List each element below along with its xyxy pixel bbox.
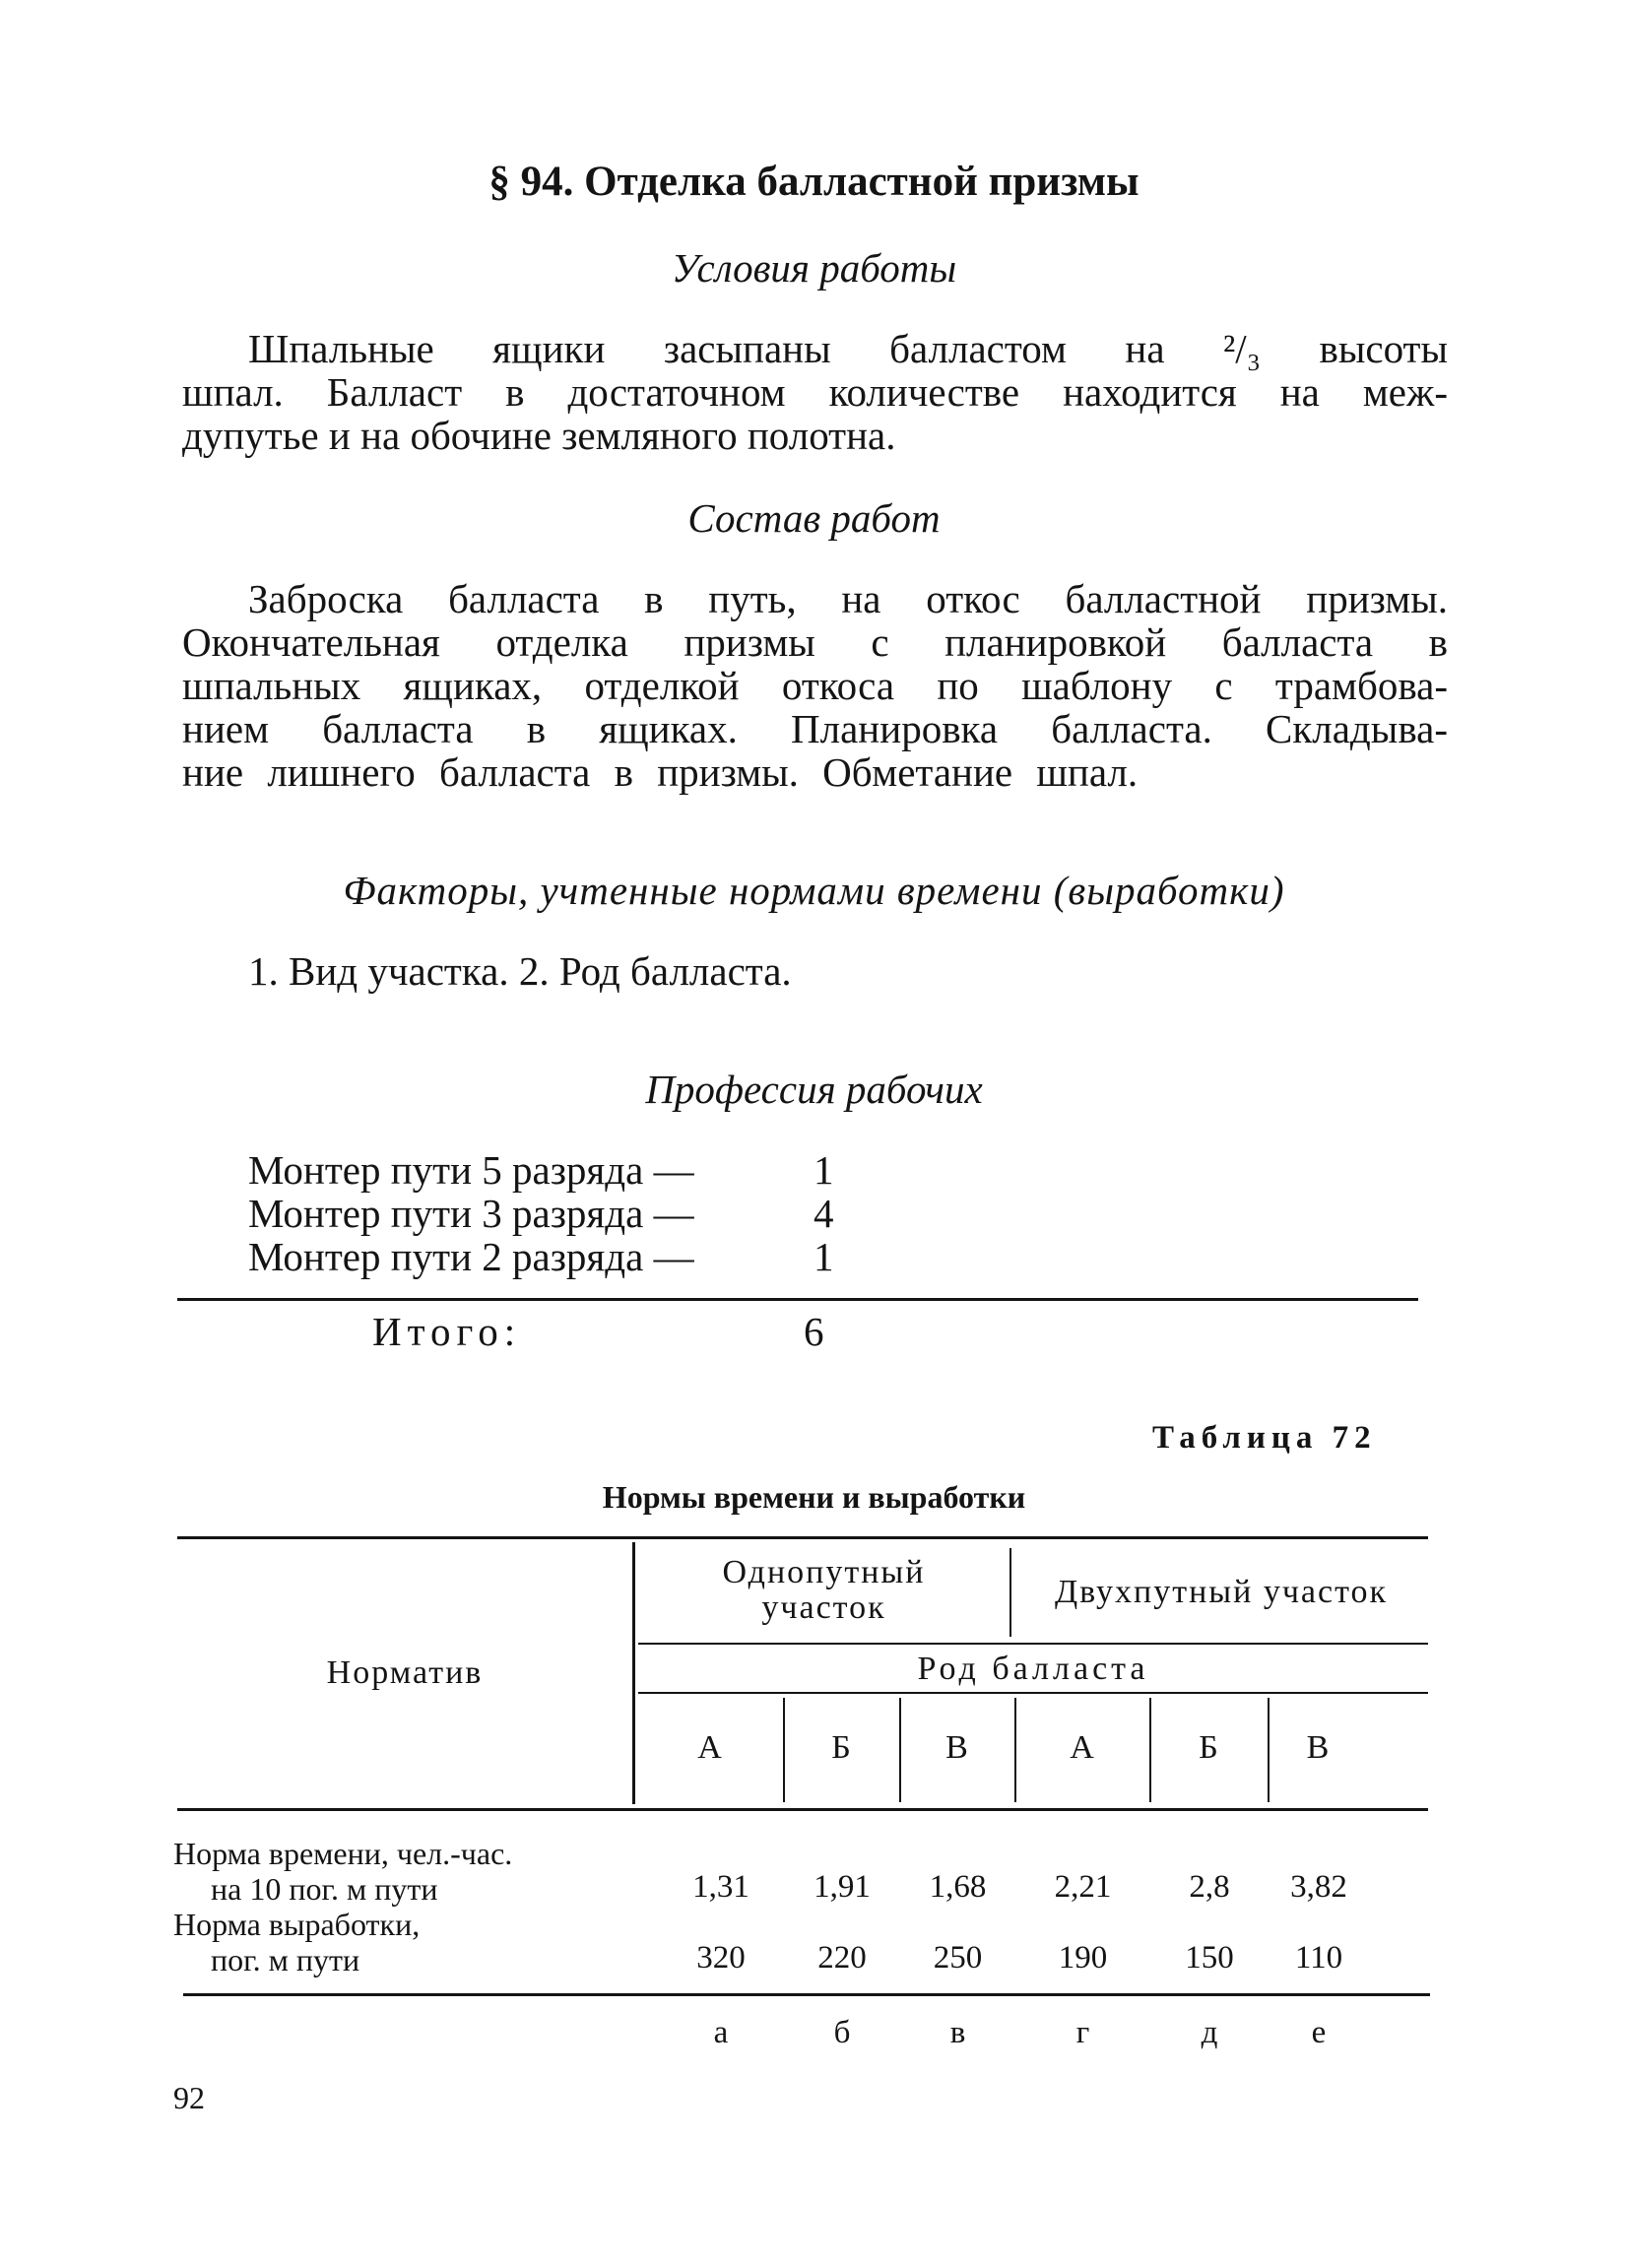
worker-row-label: Монтер пути 2 разряда — xyxy=(248,1234,694,1279)
column-letter: г xyxy=(1075,2015,1090,2050)
table-cell: 110 xyxy=(1294,1940,1343,1976)
work-line-1: Заброска балласта в путь, на откос балластной призмы. xyxy=(248,576,1448,621)
table-header-rule xyxy=(177,1808,1428,1811)
table-cell: 3,82 xyxy=(1290,1869,1347,1905)
work-title: Состав работ xyxy=(687,495,941,541)
table-cell: 190 xyxy=(1058,1940,1108,1976)
work-line-5: ние лишнего балласта в призмы. Обметание шпал. xyxy=(182,749,1139,795)
column-letter: а xyxy=(713,2015,729,2050)
worker-row-count: 4 xyxy=(814,1191,834,1236)
table-title: Нормы времени и выработки xyxy=(602,1479,1026,1515)
conditions-line-3: дупутье и на обочине земляного полотна. xyxy=(182,413,896,458)
workers-title: Профессия рабочих xyxy=(645,1067,983,1112)
table-top-rule xyxy=(177,1536,1428,1539)
column-letter: е xyxy=(1311,2015,1327,2050)
table-cell: 1,31 xyxy=(692,1869,749,1905)
worker-row-label: Монтер пути 3 разряда — xyxy=(248,1191,694,1236)
conditions-line-2: шпал. Балласт в достаточном количестве находится на меж- xyxy=(182,369,1448,415)
table-cell: 1,68 xyxy=(929,1869,987,1905)
factors-text: 1. Вид участка. 2. Род балласта. xyxy=(248,948,792,994)
work-line-3: шпальных ящиках, отделкой откоса по шаблону с трамбова- xyxy=(182,663,1448,708)
column-header-norm: Норматив xyxy=(326,1654,484,1691)
factors-title: Факторы, учтенные нормами времени (выработки) xyxy=(343,868,1285,913)
table-rule xyxy=(638,1692,1428,1694)
worker-row-count: 1 xyxy=(814,1234,834,1279)
table-cell: 2,8 xyxy=(1189,1869,1230,1905)
column-header-a2: А xyxy=(1070,1729,1096,1766)
worker-row-label: Монтер пути 5 разряда — xyxy=(248,1147,694,1193)
table-cell: 320 xyxy=(696,1940,746,1976)
column-header-a1: А xyxy=(697,1729,724,1766)
column-letter: д xyxy=(1201,2015,1218,2050)
column-letter: б xyxy=(833,2015,851,2050)
ballast-type-header: Род балласта xyxy=(917,1651,1149,1687)
table-rule xyxy=(638,1643,1428,1645)
total-rule xyxy=(177,1298,1418,1301)
table-cell: 2,21 xyxy=(1054,1869,1112,1905)
row-label: на 10 пог. м пути xyxy=(211,1871,438,1907)
table-cell: 250 xyxy=(933,1940,983,1976)
conditions-title: Условия работы xyxy=(671,245,957,291)
group-header-single-l2: участок xyxy=(761,1589,886,1626)
column-header-v1: В xyxy=(945,1729,970,1766)
row-label: Норма времени, чел.-час. xyxy=(173,1836,513,1871)
table-caption: Таблица 72 xyxy=(1152,1420,1377,1456)
row-label: пог. м пути xyxy=(211,1942,360,1977)
work-line-4: нием балласта в ящиках. Планировка балласта. Складыва- xyxy=(182,706,1448,751)
work-line-2: Окончательная отделка призмы с планировкой балласта в xyxy=(182,619,1448,665)
group-header-single-l1: Однопутный xyxy=(722,1554,926,1590)
row-label: Норма выработки, xyxy=(173,1907,421,1942)
total-label: Итого: xyxy=(372,1309,522,1354)
column-header-b2: Б xyxy=(1199,1729,1220,1766)
column-letter: в xyxy=(949,2015,966,2050)
table-bottom-rule xyxy=(183,1993,1430,1996)
section-heading: § 94. Отделка балластной призмы xyxy=(488,159,1140,205)
table-vertical-rule xyxy=(632,1542,635,1804)
conditions-line-1: Шпальные ящики засыпаны балластом на ²/₃ высоты xyxy=(248,326,1448,371)
table-cell: 1,91 xyxy=(814,1869,871,1905)
table-cell: 220 xyxy=(817,1940,867,1976)
group-header-double: Двухпутный участок xyxy=(1054,1574,1389,1610)
worker-row-count: 1 xyxy=(814,1147,834,1193)
page-number: 92 xyxy=(173,2080,205,2115)
column-header-b1: Б xyxy=(831,1729,853,1766)
table-cell: 150 xyxy=(1185,1940,1234,1976)
table-vertical-rule xyxy=(1009,1548,1011,1637)
total-value: 6 xyxy=(804,1309,824,1354)
column-header-v2: В xyxy=(1306,1729,1332,1766)
